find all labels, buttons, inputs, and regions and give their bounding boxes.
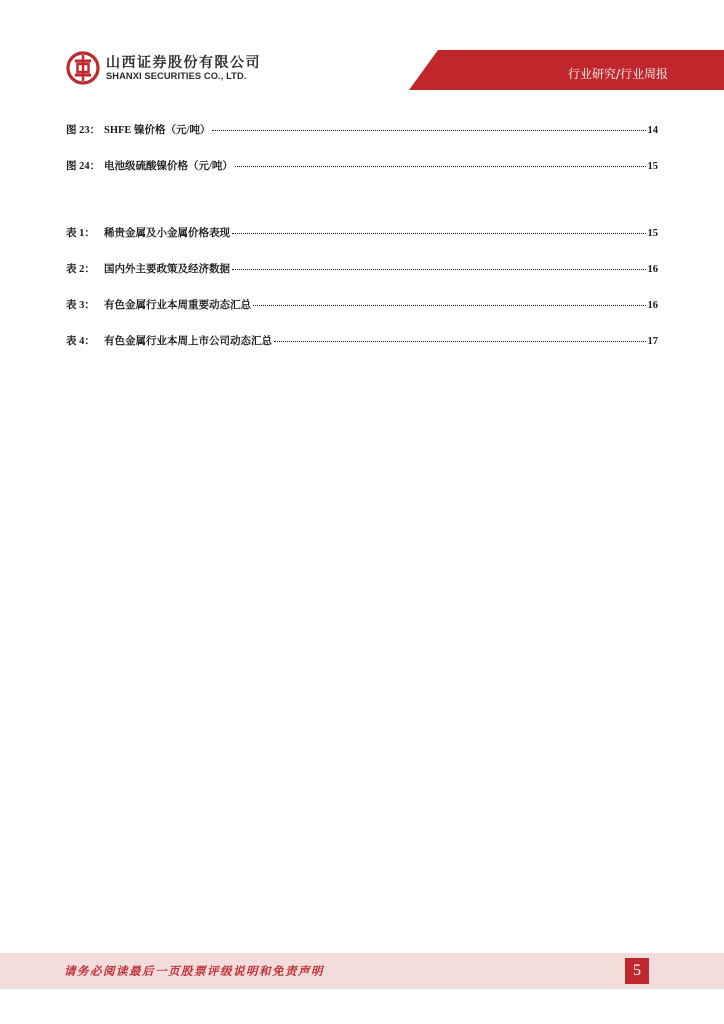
toc-label: 图 24： (66, 161, 101, 172)
toc-page-number: 15 (647, 161, 658, 172)
company-name-cn: 山西证券股份有限公司 (106, 55, 261, 71)
toc-label: 表 1： (66, 228, 95, 239)
toc-leader-dots (253, 305, 646, 306)
shanxi-securities-logo-icon (66, 51, 100, 85)
toc-entry-table-4[interactable] (66, 329, 658, 365)
toc-page-number: 14 (647, 125, 658, 136)
company-name-en: SHANXI SECURITIES CO., LTD. (106, 71, 247, 81)
toc-title: 电池级硫酸镍价格（元/吨） (104, 161, 233, 172)
toc-label: 表 3： (66, 300, 95, 311)
toc-title: 有色金属行业本周上市公司动态汇总 (104, 336, 272, 347)
toc-entry-table-3[interactable] (66, 293, 658, 329)
toc-title: SHFE 镍价格（元/吨） (104, 125, 211, 136)
toc-title: 国内外主要政策及经济数据 (104, 264, 230, 275)
toc-page-number: 16 (647, 264, 658, 275)
toc-entry-table-1[interactable] (66, 221, 658, 257)
figure-list (66, 118, 658, 190)
toc-page-number: 17 (647, 336, 658, 347)
company-logo (66, 51, 276, 87)
page-number: 5 (625, 958, 649, 984)
toc-entry-figure-23[interactable] (66, 118, 658, 154)
toc-title: 有色金属行业本周重要动态汇总 (104, 300, 251, 311)
disclaimer-note: 请务必阅读最后一页股票评级说明和免责声明 (64, 964, 324, 978)
table-of-contents (66, 118, 658, 365)
page-footer (0, 953, 724, 989)
toc-title: 稀贵金属及小金属价格表现 (104, 228, 230, 239)
toc-entry-table-2[interactable] (66, 257, 658, 293)
toc-leader-dots (232, 269, 646, 270)
section-tag: 行业研究/行业周报 (567, 67, 668, 81)
toc-label: 表 2： (66, 264, 95, 275)
toc-leader-dots (232, 233, 646, 234)
toc-entry-figure-24[interactable] (66, 154, 658, 190)
toc-label: 图 23： (66, 125, 101, 136)
toc-page-number: 15 (647, 228, 658, 239)
toc-leader-dots (235, 166, 646, 167)
toc-label: 表 4： (66, 336, 95, 347)
table-list (66, 221, 658, 365)
toc-leader-dots (274, 341, 646, 342)
page-header (0, 0, 724, 100)
toc-page-number: 16 (647, 300, 658, 311)
toc-leader-dots (212, 130, 645, 131)
